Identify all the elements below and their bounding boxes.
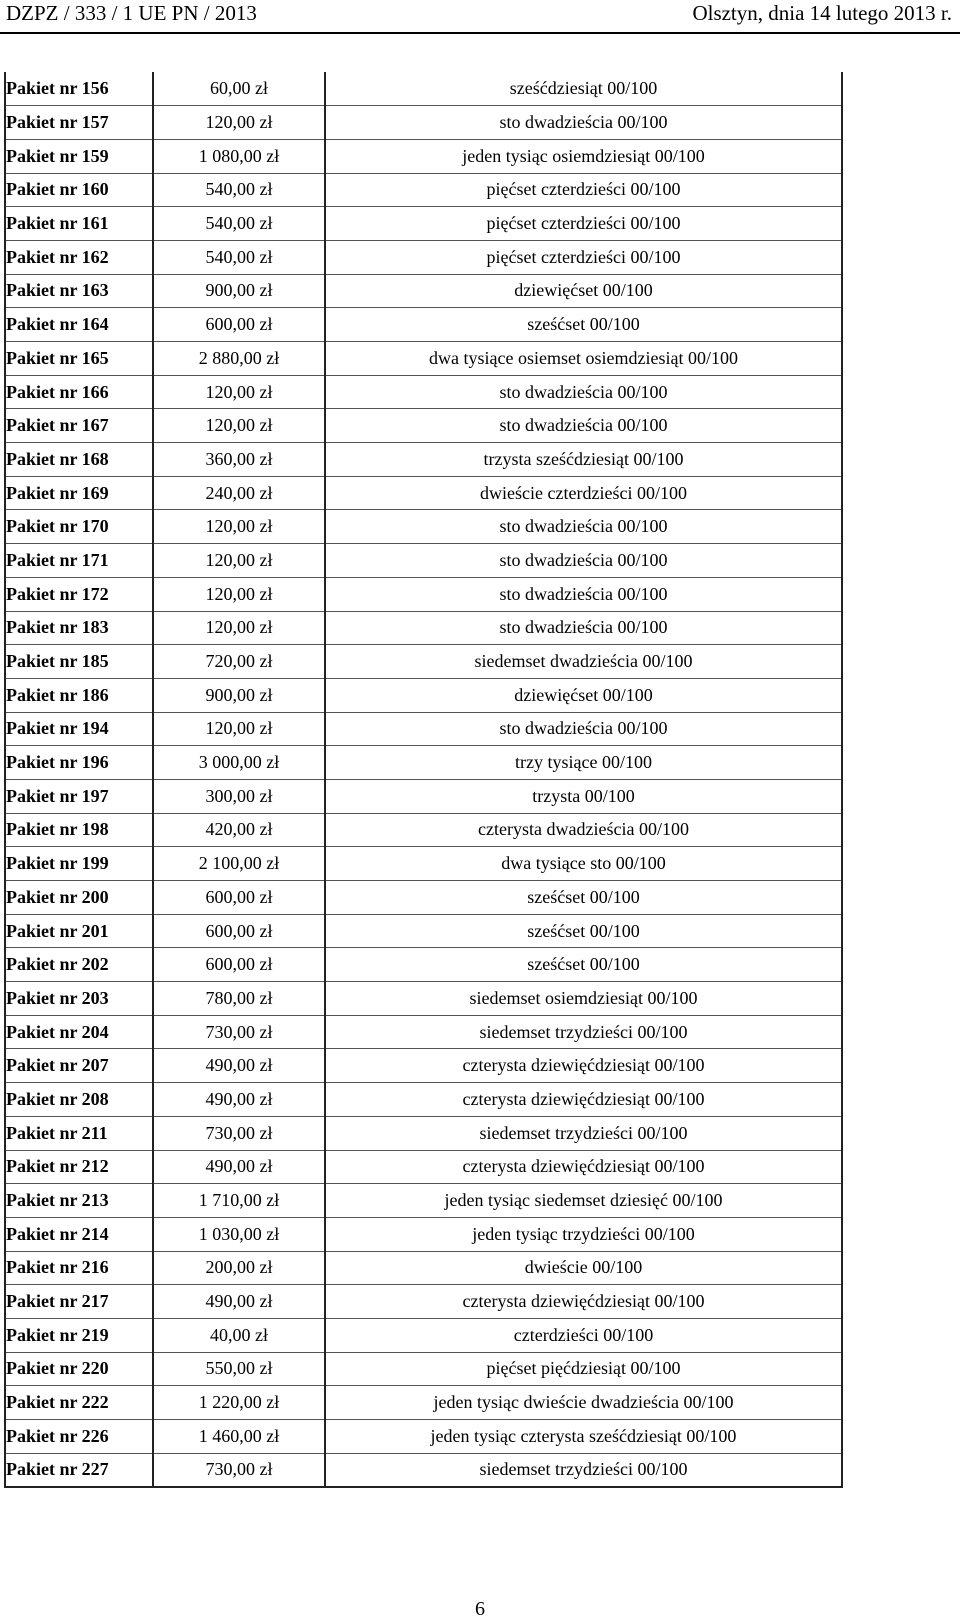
table-row <box>5 746 842 780</box>
package-name-cell: Pakiet nr 186 <box>5 678 153 712</box>
table-row <box>5 779 842 813</box>
amount-cell: 900,00 zł <box>153 274 325 308</box>
table-row <box>5 1150 842 1184</box>
package-name-cell: Pakiet nr 169 <box>5 476 153 510</box>
table-row <box>5 1386 842 1420</box>
amount-cell: 1 220,00 zł <box>153 1386 325 1420</box>
package-name-cell: Pakiet nr 207 <box>5 1049 153 1083</box>
amount-cell: 1 460,00 zł <box>153 1420 325 1454</box>
amount-cell: 540,00 zł <box>153 173 325 207</box>
amount-cell: 600,00 zł <box>153 948 325 982</box>
amount-in-words-cell: dziewięćset 00/100 <box>325 678 842 712</box>
amount-cell: 600,00 zł <box>153 914 325 948</box>
amount-in-words-cell: jeden tysiąc osiemdziesiąt 00/100 <box>325 139 842 173</box>
amount-in-words-cell: czterysta dziewięćdziesiąt 00/100 <box>325 1083 842 1117</box>
table-row <box>5 577 842 611</box>
amount-in-words-cell: siedemset trzydzieści 00/100 <box>325 1015 842 1049</box>
amount-in-words-cell: sto dwadzieścia 00/100 <box>325 375 842 409</box>
amount-cell: 600,00 zł <box>153 881 325 915</box>
table-row <box>5 982 842 1016</box>
package-name-cell: Pakiet nr 200 <box>5 881 153 915</box>
amount-in-words-cell: sześćset 00/100 <box>325 308 842 342</box>
page-number: 6 <box>475 1598 485 1620</box>
amount-in-words-cell: czterysta dziewięćdziesiąt 00/100 <box>325 1150 842 1184</box>
table-row <box>5 1083 842 1117</box>
package-name-cell: Pakiet nr 196 <box>5 746 153 780</box>
amount-in-words-cell: siedemset trzydzieści 00/100 <box>325 1116 842 1150</box>
amount-cell: 490,00 zł <box>153 1150 325 1184</box>
amount-in-words-cell: pięćset czterdzieści 00/100 <box>325 207 842 241</box>
table-row <box>5 1116 842 1150</box>
amount-cell: 780,00 zł <box>153 982 325 1016</box>
package-name-cell: Pakiet nr 217 <box>5 1285 153 1319</box>
table-row <box>5 173 842 207</box>
table-row <box>5 375 842 409</box>
package-name-cell: Pakiet nr 213 <box>5 1184 153 1218</box>
package-name-cell: Pakiet nr 157 <box>5 106 153 140</box>
table-row <box>5 712 842 746</box>
amount-in-words-cell: pięćset czterdzieści 00/100 <box>325 173 842 207</box>
amount-in-words-cell: siedemset osiemdziesiąt 00/100 <box>325 982 842 1016</box>
package-name-cell: Pakiet nr 211 <box>5 1116 153 1150</box>
amount-in-words-cell: dwieście czterdzieści 00/100 <box>325 476 842 510</box>
amount-cell: 120,00 zł <box>153 106 325 140</box>
package-name-cell: Pakiet nr 168 <box>5 443 153 477</box>
amount-cell: 2 880,00 zł <box>153 342 325 376</box>
package-name-cell: Pakiet nr 156 <box>5 72 153 106</box>
table-row <box>5 1453 842 1487</box>
amount-cell: 120,00 zł <box>153 577 325 611</box>
table-row <box>5 207 842 241</box>
amount-in-words-cell: dwa tysiące osiemset osiemdziesiąt 00/100 <box>325 342 842 376</box>
amount-in-words-cell: dwa tysiące sto 00/100 <box>325 847 842 881</box>
amount-in-words-cell: pięćset czterdzieści 00/100 <box>325 240 842 274</box>
amount-cell: 120,00 zł <box>153 611 325 645</box>
package-name-cell: Pakiet nr 194 <box>5 712 153 746</box>
amount-cell: 540,00 zł <box>153 240 325 274</box>
package-name-cell: Pakiet nr 202 <box>5 948 153 982</box>
table-row <box>5 1285 842 1319</box>
amount-cell: 720,00 zł <box>153 645 325 679</box>
table-row <box>5 544 842 578</box>
package-name-cell: Pakiet nr 222 <box>5 1386 153 1420</box>
table-row <box>5 813 842 847</box>
table-row <box>5 645 842 679</box>
amount-in-words-cell: sto dwadzieścia 00/100 <box>325 611 842 645</box>
amount-cell: 120,00 zł <box>153 544 325 578</box>
table-row <box>5 476 842 510</box>
table-row <box>5 1184 842 1218</box>
package-name-cell: Pakiet nr 226 <box>5 1420 153 1454</box>
table-row <box>5 1251 842 1285</box>
document-reference: DZPZ / 333 / 1 UE PN / 2013 <box>6 1 257 25</box>
table-row <box>5 139 842 173</box>
amount-cell: 200,00 zł <box>153 1251 325 1285</box>
amount-in-words-cell: dziewięćset 00/100 <box>325 274 842 308</box>
amount-cell: 240,00 zł <box>153 476 325 510</box>
amount-cell: 540,00 zł <box>153 207 325 241</box>
package-name-cell: Pakiet nr 199 <box>5 847 153 881</box>
package-name-cell: Pakiet nr 165 <box>5 342 153 376</box>
package-name-cell: Pakiet nr 161 <box>5 207 153 241</box>
table-row <box>5 510 842 544</box>
amount-cell: 360,00 zł <box>153 443 325 477</box>
table-row <box>5 847 842 881</box>
amount-in-words-cell: trzy tysiące 00/100 <box>325 746 842 780</box>
amount-in-words-cell: jeden tysiąc trzydzieści 00/100 <box>325 1217 842 1251</box>
package-name-cell: Pakiet nr 203 <box>5 982 153 1016</box>
amount-in-words-cell: sześćset 00/100 <box>325 914 842 948</box>
table-row <box>5 678 842 712</box>
package-name-cell: Pakiet nr 164 <box>5 308 153 342</box>
amount-in-words-cell: jeden tysiąc czterysta sześćdziesiąt 00/100 <box>325 1420 842 1454</box>
package-name-cell: Pakiet nr 166 <box>5 375 153 409</box>
amount-cell: 730,00 zł <box>153 1116 325 1150</box>
amount-in-words-cell: pięćset pięćdziesiąt 00/100 <box>325 1352 842 1386</box>
package-name-cell: Pakiet nr 170 <box>5 510 153 544</box>
table-row <box>5 1015 842 1049</box>
amount-cell: 420,00 zł <box>153 813 325 847</box>
amount-cell: 1 030,00 zł <box>153 1217 325 1251</box>
amount-in-words-cell: sto dwadzieścia 00/100 <box>325 544 842 578</box>
amount-in-words-cell: sto dwadzieścia 00/100 <box>325 510 842 544</box>
table-row <box>5 1352 842 1386</box>
amount-in-words-cell: czterysta dziewięćdziesiąt 00/100 <box>325 1285 842 1319</box>
amount-in-words-cell: sto dwadzieścia 00/100 <box>325 577 842 611</box>
amount-cell: 60,00 zł <box>153 72 325 106</box>
amount-in-words-cell: jeden tysiąc siedemset dziesięć 00/100 <box>325 1184 842 1218</box>
document-date: Olsztyn, dnia 14 lutego 2013 r. <box>692 1 952 25</box>
amount-in-words-cell: siedemset trzydzieści 00/100 <box>325 1453 842 1487</box>
package-name-cell: Pakiet nr 163 <box>5 274 153 308</box>
table-row <box>5 1049 842 1083</box>
amount-cell: 120,00 zł <box>153 712 325 746</box>
amount-in-words-cell: dwieście 00/100 <box>325 1251 842 1285</box>
amount-cell: 40,00 zł <box>153 1318 325 1352</box>
package-name-cell: Pakiet nr 162 <box>5 240 153 274</box>
package-name-cell: Pakiet nr 219 <box>5 1318 153 1352</box>
package-name-cell: Pakiet nr 160 <box>5 173 153 207</box>
amount-cell: 120,00 zł <box>153 510 325 544</box>
package-name-cell: Pakiet nr 159 <box>5 139 153 173</box>
table-row <box>5 611 842 645</box>
package-name-cell: Pakiet nr 204 <box>5 1015 153 1049</box>
amount-cell: 730,00 zł <box>153 1453 325 1487</box>
amount-cell: 120,00 zł <box>153 375 325 409</box>
table-row <box>5 240 842 274</box>
package-name-cell: Pakiet nr 208 <box>5 1083 153 1117</box>
package-name-cell: Pakiet nr 201 <box>5 914 153 948</box>
package-name-cell: Pakiet nr 172 <box>5 577 153 611</box>
amount-cell: 490,00 zł <box>153 1285 325 1319</box>
amount-cell: 1 080,00 zł <box>153 139 325 173</box>
amount-in-words-cell: sto dwadzieścia 00/100 <box>325 712 842 746</box>
amount-cell: 730,00 zł <box>153 1015 325 1049</box>
table-row <box>5 443 842 477</box>
package-name-cell: Pakiet nr 216 <box>5 1251 153 1285</box>
table-row <box>5 106 842 140</box>
table-row <box>5 342 842 376</box>
amount-cell: 3 000,00 zł <box>153 746 325 780</box>
amount-in-words-cell: sześćdziesiąt 00/100 <box>325 72 842 106</box>
amount-cell: 490,00 zł <box>153 1083 325 1117</box>
amount-in-words-cell: czterysta dwadzieścia 00/100 <box>325 813 842 847</box>
amount-in-words-cell: sześćset 00/100 <box>325 948 842 982</box>
package-name-cell: Pakiet nr 212 <box>5 1150 153 1184</box>
package-name-cell: Pakiet nr 227 <box>5 1453 153 1487</box>
package-name-cell: Pakiet nr 171 <box>5 544 153 578</box>
package-name-cell: Pakiet nr 185 <box>5 645 153 679</box>
table-row <box>5 1318 842 1352</box>
amount-in-words-cell: trzysta sześćdziesiąt 00/100 <box>325 443 842 477</box>
amount-cell: 900,00 zł <box>153 678 325 712</box>
amount-cell: 490,00 zł <box>153 1049 325 1083</box>
amount-in-words-cell: czterysta dziewięćdziesiąt 00/100 <box>325 1049 842 1083</box>
package-name-cell: Pakiet nr 214 <box>5 1217 153 1251</box>
amount-in-words-cell: sześćset 00/100 <box>325 881 842 915</box>
header-divider <box>0 32 960 34</box>
package-name-cell: Pakiet nr 197 <box>5 779 153 813</box>
package-name-cell: Pakiet nr 167 <box>5 409 153 443</box>
amount-cell: 550,00 zł <box>153 1352 325 1386</box>
table-row <box>5 274 842 308</box>
package-price-table <box>4 72 843 1488</box>
amount-in-words-cell: trzysta 00/100 <box>325 779 842 813</box>
amount-cell: 600,00 zł <box>153 308 325 342</box>
amount-in-words-cell: jeden tysiąc dwieście dwadzieścia 00/100 <box>325 1386 842 1420</box>
package-name-cell: Pakiet nr 183 <box>5 611 153 645</box>
amount-cell: 300,00 zł <box>153 779 325 813</box>
table-row <box>5 308 842 342</box>
amount-cell: 1 710,00 zł <box>153 1184 325 1218</box>
table-row <box>5 948 842 982</box>
amount-in-words-cell: czterdzieści 00/100 <box>325 1318 842 1352</box>
amount-cell: 120,00 zł <box>153 409 325 443</box>
amount-in-words-cell: siedemset dwadzieścia 00/100 <box>325 645 842 679</box>
table-row <box>5 72 842 106</box>
amount-in-words-cell: sto dwadzieścia 00/100 <box>325 106 842 140</box>
table-row <box>5 881 842 915</box>
package-price-table-body <box>5 72 842 1487</box>
table-row <box>5 1420 842 1454</box>
table-row <box>5 1217 842 1251</box>
table-row <box>5 409 842 443</box>
table-row <box>5 914 842 948</box>
package-name-cell: Pakiet nr 198 <box>5 813 153 847</box>
amount-cell: 2 100,00 zł <box>153 847 325 881</box>
amount-in-words-cell: sto dwadzieścia 00/100 <box>325 409 842 443</box>
package-name-cell: Pakiet nr 220 <box>5 1352 153 1386</box>
